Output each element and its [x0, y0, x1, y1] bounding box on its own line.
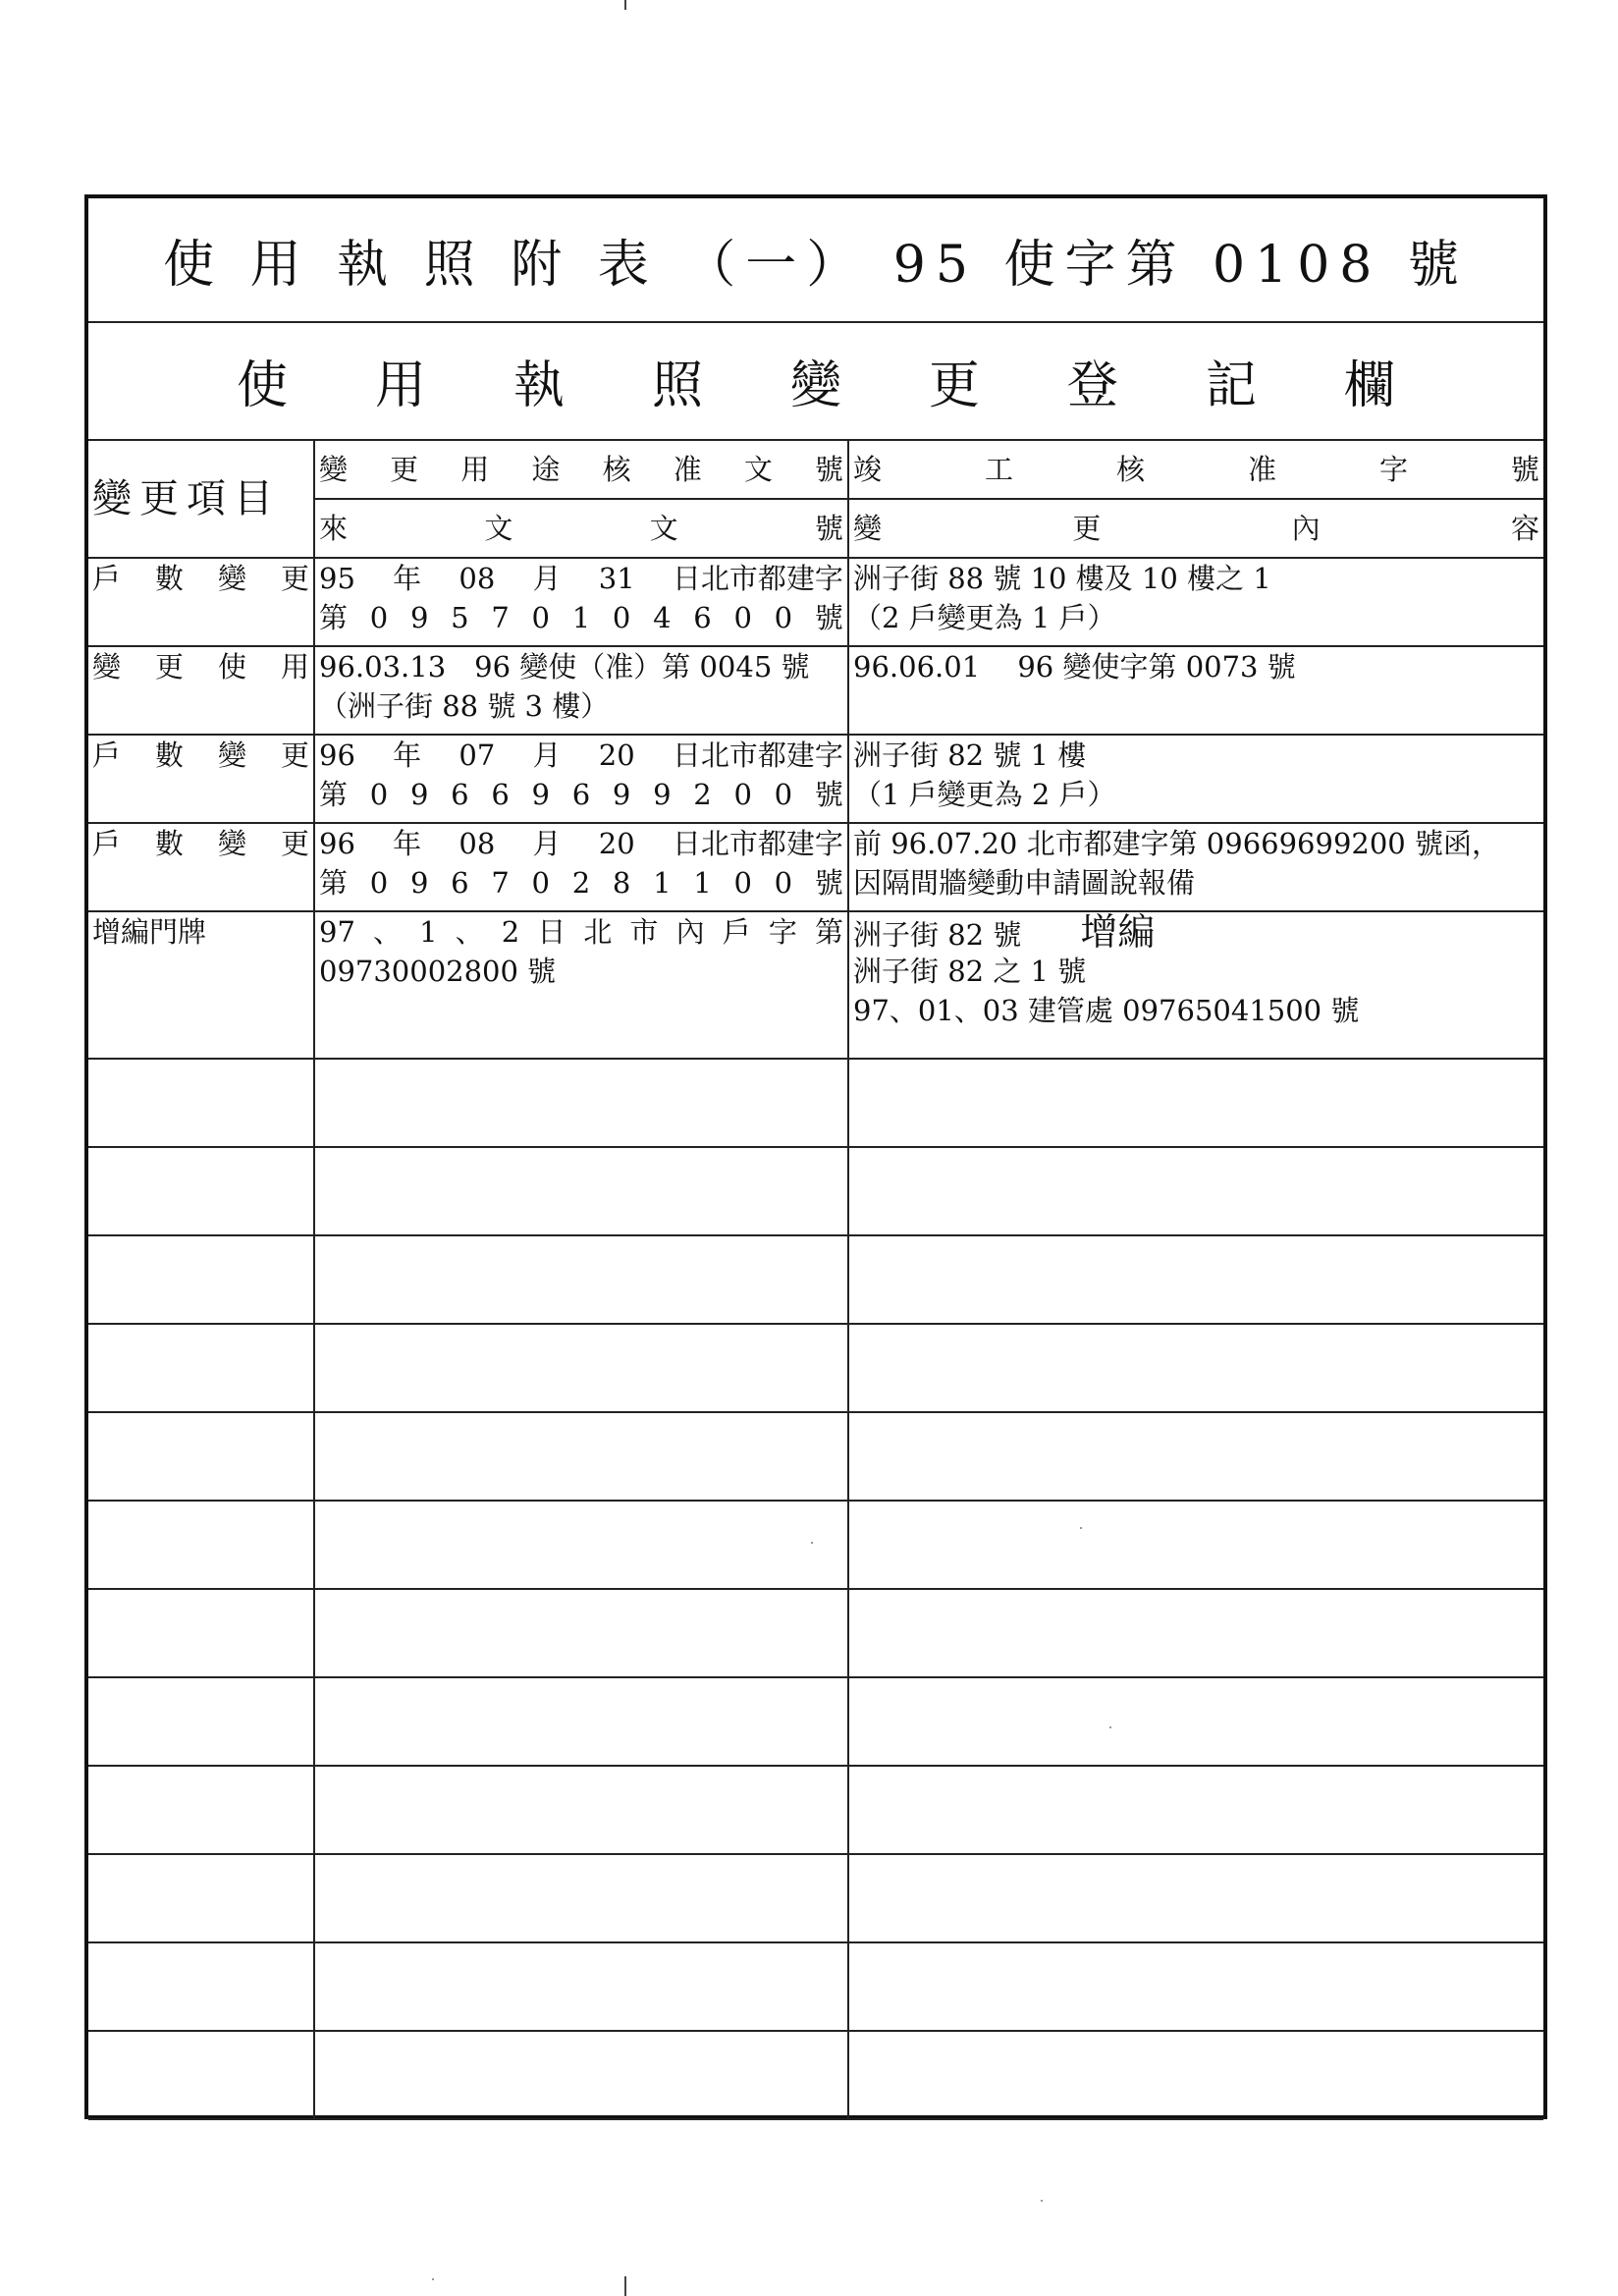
empty-cell	[88, 1942, 314, 2031]
table-row	[88, 646, 1543, 735]
change-item	[88, 558, 314, 646]
empty-cell	[88, 1677, 314, 1766]
section-title-char: 更	[928, 355, 980, 415]
change-item-char: 變	[217, 827, 246, 860]
col-header-approval-doc	[314, 440, 848, 499]
content-text: 因隔間牆變動申請圖說報備	[853, 866, 1196, 900]
empty-cell	[848, 1235, 1543, 1324]
doc-token: 9	[612, 778, 631, 811]
doc-token: 8	[612, 866, 631, 900]
doc-token: 07	[458, 738, 496, 772]
doc-token: 號	[814, 778, 843, 811]
doc-token: 日北市都建字	[672, 827, 843, 860]
doc-token: 31	[598, 562, 635, 595]
doc-token: 2	[501, 915, 520, 949]
change-item-text: 增編門牌	[92, 915, 207, 949]
page-title-text: 使 用 執 照 附 表 （一） 95 使字第 0108 號	[163, 236, 1469, 295]
change-item-char: 戶	[92, 827, 122, 860]
change-item	[88, 823, 314, 911]
doc-token: 08	[458, 827, 496, 860]
empty-cell	[848, 1147, 1543, 1235]
empty-row	[88, 1766, 1543, 1854]
change-content	[848, 911, 1543, 1059]
doc-token: 號	[814, 866, 843, 900]
empty-cell	[88, 2031, 314, 2119]
header-row	[88, 440, 1543, 499]
change-item	[88, 646, 314, 735]
doc-token: 年	[393, 738, 422, 772]
change-item-char: 更	[280, 827, 309, 860]
doc-token: 日北市都建字	[672, 738, 843, 772]
binding-mark-top	[624, 0, 626, 10]
doc-token: 月	[532, 738, 562, 772]
approval-doc-number	[314, 646, 848, 735]
doc-text: 96.03.13 96 變使（准）第 0045 號	[319, 650, 810, 683]
doc-token: 1	[571, 601, 591, 634]
change-item	[88, 911, 314, 1059]
scan-speck	[432, 2278, 434, 2280]
doc-token: 月	[532, 827, 562, 860]
doc-token: 95	[319, 562, 355, 595]
empty-row	[88, 1501, 1543, 1589]
doc-token: 5	[451, 601, 469, 634]
header-char: 准	[673, 453, 702, 486]
empty-cell	[848, 2031, 1543, 2119]
empty-cell	[848, 1324, 1543, 1412]
doc-token: 第	[319, 866, 349, 900]
change-register-table	[88, 439, 1543, 2120]
content-text: 洲子街 82 之 1 號	[853, 955, 1087, 988]
section-title-char: 記	[1205, 355, 1257, 415]
empty-row	[88, 1059, 1543, 1147]
empty-cell	[88, 1324, 314, 1412]
doc-token: 年	[393, 827, 422, 860]
empty-cell	[88, 1854, 314, 1942]
section-title-char: 使	[237, 355, 289, 415]
header-char: 文	[649, 512, 678, 545]
empty-row	[88, 1147, 1543, 1235]
doc-token: 0	[369, 601, 389, 634]
empty-cell	[314, 1766, 848, 1854]
approval-doc-number	[314, 823, 848, 911]
header-char: 號	[814, 512, 843, 545]
doc-token: 號	[814, 601, 843, 634]
approval-doc-number	[314, 558, 848, 646]
doc-token: 、	[455, 915, 484, 949]
empty-cell	[848, 1501, 1543, 1589]
empty-row	[88, 1589, 1543, 1677]
doc-token: 日	[537, 915, 566, 949]
doc-token: 9	[653, 778, 672, 811]
header-char: 准	[1247, 453, 1276, 486]
table-row	[88, 911, 1543, 1059]
doc-token: 、	[373, 915, 403, 949]
change-item-char: 戶	[92, 562, 122, 595]
doc-token: 2	[571, 866, 591, 900]
section-title-char: 變	[789, 355, 841, 415]
content-text: 前 96.07.20 北市都建字第 09669699200 號函，	[853, 827, 1500, 860]
empty-cell	[314, 1412, 848, 1501]
doc-token: 97	[319, 915, 355, 949]
empty-row	[88, 1854, 1543, 1942]
doc-token: 1	[653, 866, 672, 900]
section-title-char: 照	[651, 355, 703, 415]
doc-token: 0	[733, 866, 752, 900]
doc-token: 6	[491, 778, 510, 811]
empty-cell	[314, 1501, 848, 1589]
empty-row	[88, 1324, 1543, 1412]
col-header-item: 變更項目	[88, 440, 314, 558]
change-content	[848, 823, 1543, 911]
scan-speck	[1041, 2200, 1043, 2202]
header-char: 用	[460, 453, 490, 486]
binding-mark-bottom	[624, 2276, 626, 2296]
doc-token: 96	[319, 827, 355, 860]
content-text: 洲子街 88 號 10 樓及 10 樓之 1	[853, 562, 1271, 595]
doc-token: 9	[409, 866, 429, 900]
doc-token: 0	[774, 866, 793, 900]
header-char: 文	[743, 453, 773, 486]
empty-cell	[314, 1147, 848, 1235]
empty-cell	[314, 1059, 848, 1147]
doc-token: 20	[598, 738, 635, 772]
change-item-char: 數	[154, 827, 184, 860]
doc-token: 北	[583, 915, 613, 949]
change-content	[848, 558, 1543, 646]
approval-doc-number	[314, 911, 848, 1059]
empty-cell	[88, 1766, 314, 1854]
doc-token: 第	[319, 601, 349, 634]
doc-token: 96	[319, 738, 355, 772]
empty-row	[88, 1942, 1543, 2031]
col-header-change-content	[848, 499, 1543, 558]
doc-token: 0	[612, 601, 631, 634]
empty-cell	[848, 1412, 1543, 1501]
header-char: 核	[602, 453, 631, 486]
doc-token: 0	[774, 778, 793, 811]
doc-token: 9	[409, 601, 429, 634]
table-row	[88, 823, 1543, 911]
change-item-char: 更	[280, 738, 309, 772]
doc-token: 戶	[722, 915, 751, 949]
header-char: 號	[814, 453, 843, 486]
doc-token: 內	[675, 915, 705, 949]
empty-cell	[314, 1942, 848, 2031]
col-header-completion-no	[848, 440, 1543, 499]
doc-token: 0	[369, 778, 389, 811]
change-item-char: 更	[280, 562, 309, 595]
empty-cell	[314, 1589, 848, 1677]
empty-cell	[88, 1589, 314, 1677]
doc-token: 日北市都建字	[672, 562, 843, 595]
approval-doc-number	[314, 735, 848, 823]
empty-cell	[88, 1235, 314, 1324]
change-item-char: 戶	[92, 738, 122, 772]
section-title-char: 執	[512, 355, 565, 415]
doc-token: 7	[491, 601, 510, 634]
doc-token: 9	[409, 778, 429, 811]
change-item-char: 變	[217, 562, 246, 595]
change-item	[88, 735, 314, 823]
doc-text: （洲子街 88 號 3 樓）	[319, 689, 610, 723]
doc-token: 20	[598, 827, 635, 860]
doc-token: 字	[768, 915, 797, 949]
empty-cell	[314, 2031, 848, 2119]
change-item-char: 用	[280, 650, 309, 683]
doc-token: 2	[693, 778, 712, 811]
empty-cell	[848, 1854, 1543, 1942]
empty-cell	[88, 1059, 314, 1147]
header-char: 號	[1510, 453, 1539, 486]
doc-token: 第	[319, 778, 349, 811]
content-text: 洲子街 82 號 1 樓	[853, 738, 1087, 772]
change-item-char: 更	[154, 650, 184, 683]
col-header-incoming-doc	[314, 499, 848, 558]
empty-cell	[314, 1677, 848, 1766]
doc-token: 6	[451, 866, 469, 900]
empty-row	[88, 2031, 1543, 2119]
doc-token: 9	[531, 778, 550, 811]
content-text: 96.06.01 96 變使字第 0073 號	[853, 650, 1296, 683]
content-text: （2 戶變更為 1 戶）	[853, 601, 1116, 634]
doc-token: 0	[733, 778, 752, 811]
empty-cell	[848, 1766, 1543, 1854]
empty-row	[88, 1677, 1543, 1766]
header-char: 容	[1510, 512, 1539, 545]
header-char: 竣	[853, 453, 883, 486]
doc-token: 0	[733, 601, 752, 634]
change-content	[848, 646, 1543, 735]
empty-cell	[88, 1147, 314, 1235]
header-char: 變	[319, 453, 349, 486]
doc-token: 第	[814, 915, 843, 949]
header-char: 內	[1291, 512, 1321, 545]
doc-token: 1	[693, 866, 712, 900]
header-char: 來	[319, 512, 349, 545]
header-char: 更	[390, 453, 419, 486]
header-char: 核	[1115, 453, 1145, 486]
empty-cell	[88, 1501, 314, 1589]
doc-token: 0	[369, 866, 389, 900]
doc-token: 月	[532, 562, 562, 595]
change-item-char: 使	[217, 650, 246, 683]
doc-token: 0	[531, 866, 550, 900]
permit-form	[84, 194, 1547, 2119]
header-char: 更	[1072, 512, 1102, 545]
empty-cell	[314, 1324, 848, 1412]
empty-row	[88, 1412, 1543, 1501]
change-item-char: 數	[154, 738, 184, 772]
empty-cell	[314, 1854, 848, 1942]
content-text: 97、01、03 建管處 09765041500 號	[853, 994, 1360, 1027]
doc-token: 1	[419, 915, 438, 949]
section-title-char: 登	[1066, 355, 1118, 415]
header-char: 字	[1378, 453, 1408, 486]
header-char: 變	[853, 512, 883, 545]
doc-token: 0	[531, 601, 550, 634]
change-item-char: 變	[92, 650, 122, 683]
content-text: （1 戶變更為 2 戶）	[853, 778, 1116, 811]
table-row	[88, 735, 1543, 823]
doc-token: 6	[451, 778, 469, 811]
empty-cell	[848, 1677, 1543, 1766]
empty-cell	[314, 1235, 848, 1324]
content-text: 洲子街 82 號	[853, 918, 1022, 952]
empty-cell	[88, 1412, 314, 1501]
section-title	[88, 321, 1543, 441]
table-row	[88, 558, 1543, 646]
section-title-chars	[237, 344, 1395, 417]
change-content	[848, 735, 1543, 823]
doc-token: 0	[774, 601, 793, 634]
handwritten-note: 增編	[1080, 911, 1156, 954]
doc-token: 市	[629, 915, 659, 949]
empty-cell	[848, 1942, 1543, 2031]
header-char: 途	[531, 453, 561, 486]
page-title	[88, 198, 1543, 323]
doc-token: 6	[571, 778, 591, 811]
doc-token: 年	[393, 562, 422, 595]
doc-token: 6	[693, 601, 712, 634]
doc-token: 4	[653, 601, 672, 634]
change-item-char: 變	[217, 738, 246, 772]
section-title-char: 欄	[1343, 355, 1395, 415]
empty-cell	[848, 1059, 1543, 1147]
header-char: 文	[484, 512, 513, 545]
empty-row	[88, 1235, 1543, 1324]
change-item-char: 數	[154, 562, 184, 595]
empty-cell	[848, 1589, 1543, 1677]
doc-token: 7	[491, 866, 510, 900]
header-char: 工	[984, 453, 1013, 486]
section-title-char: 用	[374, 355, 426, 415]
doc-token: 08	[458, 562, 496, 595]
doc-text: 09730002800 號	[319, 955, 557, 988]
